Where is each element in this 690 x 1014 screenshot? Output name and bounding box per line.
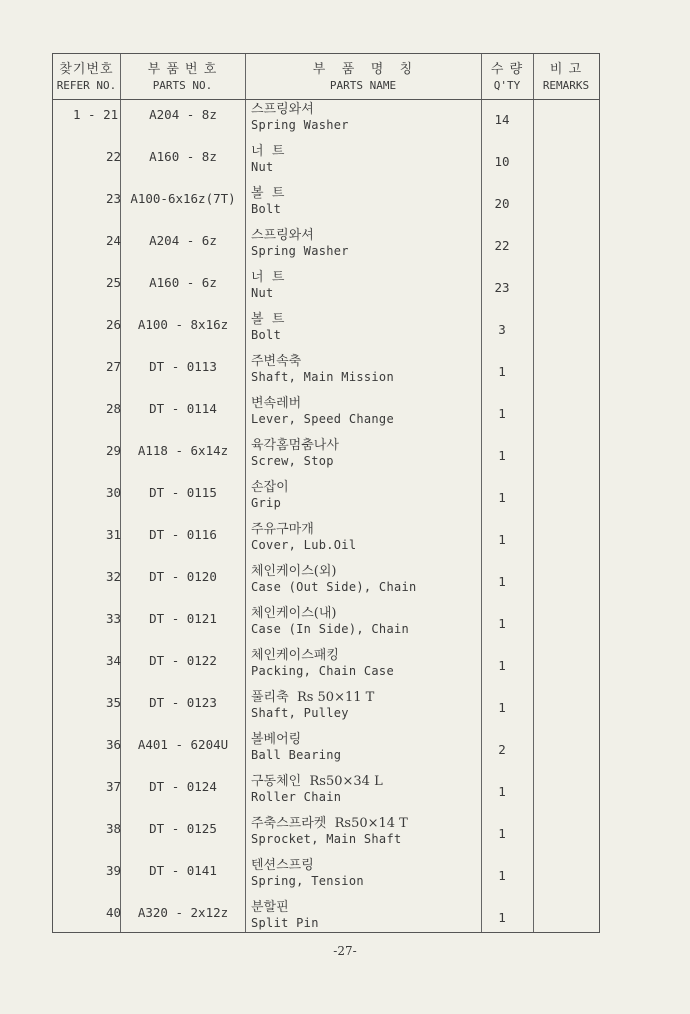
header-remarks xyxy=(533,54,599,99)
part-no: A320 - 2x12z xyxy=(137,905,229,920)
page-number: -27- xyxy=(333,944,357,958)
part-name-en: Nut xyxy=(251,160,274,174)
part-name-en: Bolt xyxy=(251,328,282,342)
part-no: DT - 0116 xyxy=(149,527,217,542)
header-parts-no-ko: 부 품 번 호 xyxy=(147,61,218,77)
part-no: A100 - 8x16z xyxy=(137,317,229,332)
quantity: 1 xyxy=(498,532,506,547)
refer-no: 33 xyxy=(105,611,121,626)
quantity: 1 xyxy=(498,784,506,799)
part-name-ko: 손잡이 xyxy=(251,480,289,495)
part-name-ko: 스프링와셔 xyxy=(251,102,314,117)
refer-no: 30 xyxy=(105,485,121,500)
header-remarks-ko: 비 고 xyxy=(549,61,583,77)
table-row xyxy=(53,732,599,774)
refer-no: 39 xyxy=(105,863,121,878)
refer-no: 1 - 21 xyxy=(73,107,119,122)
part-name-ko: 볼 트 xyxy=(251,186,285,201)
header-remarks-en: REMARKS xyxy=(542,78,590,92)
header-parts-name-en: PARTS NAME xyxy=(329,78,397,92)
quantity: 1 xyxy=(498,658,506,673)
part-no: DT - 0120 xyxy=(149,569,217,584)
part-name-en: Spring Washer xyxy=(251,118,349,132)
part-name-ko: 분할핀 xyxy=(251,900,289,915)
part-name-ko: 스프링와셔 xyxy=(251,228,314,243)
table-row xyxy=(53,438,599,480)
table-row xyxy=(53,144,599,186)
part-no: DT - 0114 xyxy=(149,401,217,416)
part-no: A204 - 8z xyxy=(149,107,217,122)
table-row xyxy=(53,354,599,396)
refer-no: 23 xyxy=(105,191,121,206)
part-name-en: Shaft, Main Mission xyxy=(251,370,394,384)
part-no: DT - 0141 xyxy=(149,863,217,878)
quantity: 23 xyxy=(494,280,510,295)
header-qty-en: Q'TY xyxy=(493,78,521,92)
header-parts-no-en: PARTS NO. xyxy=(152,78,213,92)
refer-no: 35 xyxy=(105,695,121,710)
part-name-ko: 풀리축 Rs 50×11 T xyxy=(251,690,375,705)
part-no: A204 - 6z xyxy=(149,233,217,248)
quantity: 22 xyxy=(494,238,510,253)
quantity: 1 xyxy=(498,826,506,841)
table-row xyxy=(53,900,599,942)
part-name-ko: 주변속축 xyxy=(251,354,302,369)
table-row xyxy=(53,522,599,564)
table-row xyxy=(53,564,599,606)
header-refer-no-en: REFER NO. xyxy=(56,78,117,92)
table-row xyxy=(53,102,599,144)
refer-no: 28 xyxy=(105,401,121,416)
quantity: 1 xyxy=(498,574,506,589)
table-row xyxy=(53,396,599,438)
part-name-en: Sprocket, Main Shaft xyxy=(251,832,402,846)
part-name-ko: 너 트 xyxy=(251,144,285,159)
quantity: 1 xyxy=(498,490,506,505)
quantity: 3 xyxy=(498,322,506,337)
refer-no: 32 xyxy=(105,569,121,584)
refer-no: 38 xyxy=(105,821,121,836)
quantity: 1 xyxy=(498,910,506,925)
part-name-en: Roller Chain xyxy=(251,790,342,804)
part-name-en: Split Pin xyxy=(251,916,319,930)
part-no: A160 - 6z xyxy=(149,275,217,290)
quantity: 1 xyxy=(498,364,506,379)
refer-no: 31 xyxy=(105,527,121,542)
part-no: DT - 0115 xyxy=(149,485,217,500)
part-no: DT - 0122 xyxy=(149,653,217,668)
refer-no: 22 xyxy=(105,149,121,164)
header-refer-no xyxy=(53,54,120,99)
part-name-en: Spring, Tension xyxy=(251,874,364,888)
table-row xyxy=(53,228,599,270)
table-row xyxy=(53,312,599,354)
header-parts-name-ko: 부 품 명 칭 xyxy=(312,61,414,77)
quantity: 10 xyxy=(494,154,510,169)
part-name-en: Nut xyxy=(251,286,274,300)
part-name-en: Screw, Stop xyxy=(251,454,334,468)
part-name-ko: 너 트 xyxy=(251,270,285,285)
part-no: DT - 0124 xyxy=(149,779,217,794)
part-no: DT - 0123 xyxy=(149,695,217,710)
part-no: A401 - 6204U xyxy=(137,737,229,752)
part-name-en: Spring Washer xyxy=(251,244,349,258)
part-name-ko: 주축스프라켓 Rs50×14 T xyxy=(251,816,408,831)
quantity: 14 xyxy=(494,112,510,127)
refer-no: 29 xyxy=(105,443,121,458)
header-divider xyxy=(53,99,599,100)
part-no: DT - 0125 xyxy=(149,821,217,836)
part-name-ko: 구동체인 Rs50×34 L xyxy=(251,774,383,789)
quantity: 1 xyxy=(498,448,506,463)
table-row xyxy=(53,648,599,690)
table-row xyxy=(53,774,599,816)
quantity: 1 xyxy=(498,616,506,631)
part-no: A160 - 8z xyxy=(149,149,217,164)
part-name-en: Grip xyxy=(251,496,282,510)
quantity: 20 xyxy=(494,196,510,211)
header-qty-ko: 수 량 xyxy=(490,61,524,77)
part-name-ko: 체인케이스(외) xyxy=(251,564,337,579)
quantity: 2 xyxy=(498,742,506,757)
table-row xyxy=(53,816,599,858)
refer-no: 36 xyxy=(105,737,121,752)
header-parts-name xyxy=(245,54,481,99)
part-no: A100-6x16z(7T) xyxy=(130,191,236,206)
part-name-en: Lever, Speed Change xyxy=(251,412,394,426)
part-name-en: Ball Bearing xyxy=(251,748,342,762)
part-name-ko: 체인케이스(내) xyxy=(251,606,337,621)
parts-table xyxy=(52,53,600,933)
refer-no: 27 xyxy=(105,359,121,374)
quantity: 1 xyxy=(498,868,506,883)
table-row xyxy=(53,186,599,228)
part-name-ko: 볼베어링 xyxy=(251,732,302,747)
refer-no: 40 xyxy=(105,905,121,920)
refer-no: 37 xyxy=(105,779,121,794)
part-name-ko: 체인케이스패킹 xyxy=(251,648,339,663)
table-row xyxy=(53,606,599,648)
part-name-en: Packing, Chain Case xyxy=(251,664,394,678)
part-name-en: Shaft, Pulley xyxy=(251,706,349,720)
table-row xyxy=(53,270,599,312)
part-no: DT - 0121 xyxy=(149,611,217,626)
part-name-ko: 볼 트 xyxy=(251,312,285,327)
part-name-ko: 주유구마개 xyxy=(251,522,314,537)
header-refer-no-ko: 찾기번호 xyxy=(59,61,114,77)
part-name-en: Cover, Lub.Oil xyxy=(251,538,357,552)
table-row xyxy=(53,690,599,732)
part-name-en: Bolt xyxy=(251,202,282,216)
part-name-ko: 텐션스프링 xyxy=(251,858,314,873)
header-parts-no xyxy=(120,54,245,99)
quantity: 1 xyxy=(498,700,506,715)
table-row xyxy=(53,858,599,900)
part-name-ko: 변속레버 xyxy=(251,396,302,411)
part-no: DT - 0113 xyxy=(149,359,217,374)
quantity: 1 xyxy=(498,406,506,421)
part-name-en: Case (Out Side), Chain xyxy=(251,580,417,594)
part-name-en: Case (In Side), Chain xyxy=(251,622,410,636)
part-no: A118 - 6x14z xyxy=(137,443,229,458)
refer-no: 25 xyxy=(105,275,121,290)
refer-no: 26 xyxy=(105,317,121,332)
part-name-ko: 육각홈멈춤나사 xyxy=(251,438,339,453)
table-row xyxy=(53,480,599,522)
refer-no: 34 xyxy=(105,653,121,668)
refer-no: 24 xyxy=(105,233,121,248)
header-qty xyxy=(481,54,533,99)
